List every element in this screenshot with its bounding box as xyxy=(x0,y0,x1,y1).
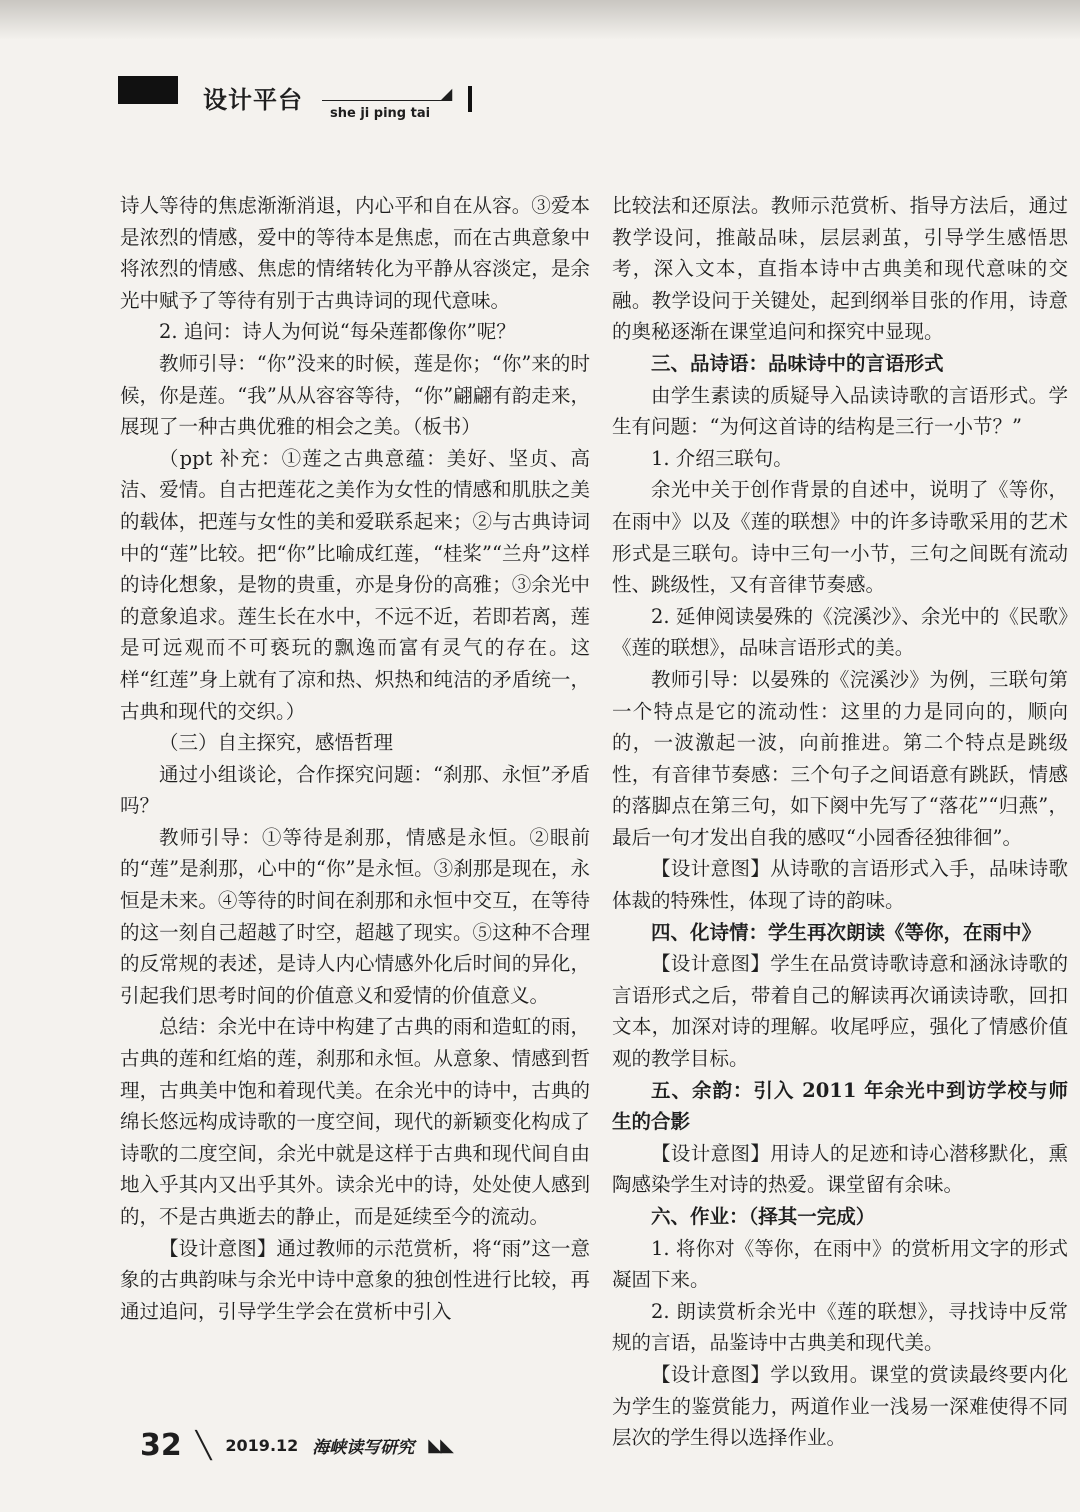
paragraph: 教师引导：以晏殊的《浣溪沙》为例，三联句第一个特点是它的流动性：这里的力是同向的，顺向的，一波激起一波，向前推进。第二个特点是跳级性，有音律节奏感：三个句子之间语意有跳跃，情感的落脚点在第三句，如下阕中先写了“落花”“归燕”，最后一句才发出自我的感叹“小园香径独徘徊”。 xyxy=(612,667,1068,849)
section-heading: 六、作业：（择其一完成） xyxy=(651,1205,876,1228)
page-footer xyxy=(140,1428,452,1463)
paragraph: 教师引导：①等待是刹那，情感是永恒。②眼前的“莲”是刹那，心中的“你”是永恒。③刹那是现在，永恒是未来。④等待的时间在刹那和永恒中交互，在等待的这一刻自己超越了时空，超越了现实。⑤这种不合理的反常规的表述，是诗人内心情感外化后时间的异化，引起我们思考时间的价值意义和爱情的价值意义。 xyxy=(120,825,590,1007)
paragraph: 余光中关于创作背景的自述中，说明了《等你，在雨中》以及《莲的联想》中的许多诗歌采用的艺术形式是三联句。诗中三句一小节，三句之间既有流动性、跳级性，又有音律节奏感。 xyxy=(612,478,1068,597)
section-heading: 三、品诗语：品味诗中的言语形式 xyxy=(651,351,944,375)
design-intent-paragraph: 【设计意图】通过教师的示范赏析，将“雨”这一意象的古典韵味与余光中诗中意象的独创性进行比较，再通过追问，引导学生学会在赏析中引入 xyxy=(120,1236,590,1323)
footer-decoration-mark: ◣◣ xyxy=(428,1435,452,1456)
design-intent-paragraph: 【设计意图】学生在品赏诗歌诗意和涵泳诗歌的言语形式之后，带着自己的解读再次诵读诗歌，回扣文本，加深对诗的理解。收尾呼应，强化了情感价值观的教学目标。 xyxy=(612,952,1068,1071)
design-intent-paragraph: 【设计意图】从诗歌的言语形式入手，品味诗歌体裁的特殊性，体现了诗的韵味。 xyxy=(612,857,1068,913)
header-black-block xyxy=(118,76,178,104)
paragraph: 比较法和还原法。教师示范赏析、指导方法后，通过教学设问，推敲品味，层层剥茧，引导学生感悟思考，深入文本，直指本诗中古典美和现代意味的交融。教学设问于关键处，起到纲举目张的作用，诗意的奥秘逐渐在课堂追问和探究中显现。 xyxy=(612,194,1068,344)
paragraph: 通过小组谈论，合作探究问题：“刹那、永恒”矛盾吗？ xyxy=(120,762,590,818)
design-intent-paragraph: 【设计意图】学以致用。课堂的赏读最终要内化为学生的鉴赏能力，两道作业一浅易一深难使得不同层次的学生得以选择作业。 xyxy=(612,1362,1068,1450)
paragraph: （ppt 补充：①莲之古典意蕴：美好、坚贞、高洁、爱情。自古把莲花之美作为女性的情感和肌肤之美的载体，把莲与女性的美和爱联系起来；②与古典诗词中的“莲”比较。把“你”比喻成红莲，“桂桨”“兰舟”这样的诗化想象，是物的贵重，亦是身份的高雅；③余光中的意象追求。莲生长在水中，不远不近，若即若离，莲是可远观而不可亵玩的飘逸而富有灵气的存在。这样“红莲”身上就有了凉和热、炽热和纯洁的矛盾统一，古典和现代的交织。） xyxy=(120,446,590,723)
left-column xyxy=(120,190,590,1327)
footer-slash-mark: ╲ xyxy=(195,1430,212,1461)
header-vertical-bar xyxy=(468,86,472,112)
magazine-name: 海峡读写研究 xyxy=(312,1438,415,1458)
page-number: 32 xyxy=(140,1428,182,1463)
section-heading: 五、余韵：引入 2011 年余光中到访学校与师生的合影 xyxy=(612,1078,1068,1134)
section-heading: 四、化诗情：学生再次朗读《等你，在雨中》 xyxy=(651,920,1042,944)
paragraph: 教师引导：“你”没来的时候，莲是你；“你”来的时候，你是莲。“我”从从容容等待，“你”翩翩有韵走来，展现了一种古典优雅的相会之美。（板书） xyxy=(120,351,590,439)
paragraph: 1. 介绍三联句。 xyxy=(651,446,793,470)
design-intent-paragraph: 【设计意图】用诗人的足迹和诗心潜移默化，熏陶感染学生对诗的热爱。课堂留有余味。 xyxy=(612,1141,1068,1197)
paragraph: 2. 朗读赏析余光中《莲的联想》，寻找诗中反常规的言语，品鉴诗中古典美和现代美。 xyxy=(612,1299,1068,1355)
header-rule xyxy=(322,100,442,101)
section-pinyin: she ji ping tai xyxy=(330,106,431,121)
paragraph: 1. 将你对《等你，在雨中》的赏析用文字的形式凝固下来。 xyxy=(612,1236,1068,1292)
paragraph: 诗人等待的焦虑渐渐消退，内心平和自在从容。③爱本是浓烈的情感，爱中的等待本是焦虑，而在古典意象中将浓烈的情感、焦虑的情绪转化为平静从容淡定，是余光中赋予了等待有别于古典诗词的现代意味。 xyxy=(120,194,590,312)
right-column xyxy=(612,190,1068,1454)
paragraph: 2. 延伸阅读晏殊的《浣溪沙》、余光中的《民歌》《莲的联想》，品味言语形式的美。 xyxy=(612,604,1068,660)
section-title: 设计平台 xyxy=(203,86,303,114)
paragraph: 2. 追问：诗人为何说“每朵莲都像你”呢？ xyxy=(159,320,516,344)
paragraph: 总结：余光中在诗中构建了古典的雨和造虹的雨，古典的莲和红焰的莲，刹那和永恒。从意象、情感到哲理，古典美中饱和着现代美。在余光中的诗中，古典的绵长悠远构成诗歌的一度空间，现代的新颖变化构成了诗歌的二度空间，余光中就是这样于古典和现代间自由地入乎其内又出乎其外。读余光中的诗，处处使人感到的，不是古典逝去的静止，而是延续至今的流动。 xyxy=(120,1015,590,1228)
subheading: （三）自主探究，感悟哲理 xyxy=(159,731,394,755)
issue-date: 2019.12 xyxy=(225,1436,299,1455)
paragraph: 由学生素读的质疑导入品读诗歌的言语形式。学生有问题：“为何这首诗的结构是三行一小节？” xyxy=(612,383,1068,439)
header-slash-mark: ◢ xyxy=(440,84,453,103)
